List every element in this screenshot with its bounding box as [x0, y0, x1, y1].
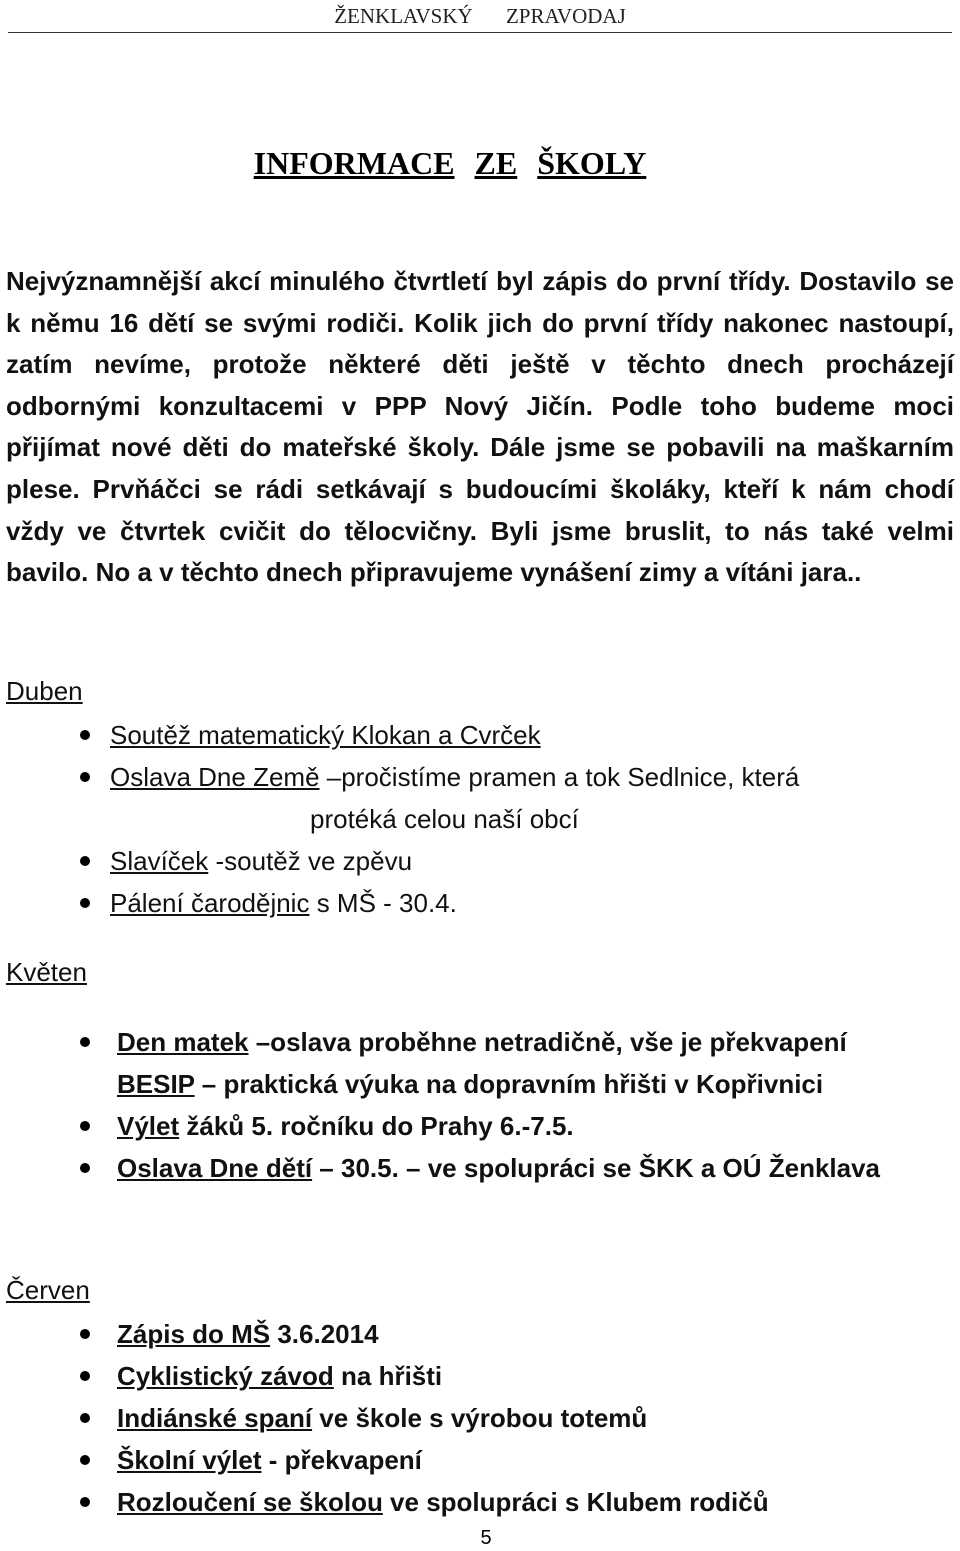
item-title: Cyklistický závod — [117, 1361, 334, 1391]
list-item — [117, 1355, 957, 1397]
list-item — [117, 1105, 957, 1147]
item-text: na hřišti — [333, 1361, 443, 1391]
item-continuation: protéká celou naší obcí — [310, 804, 579, 834]
list-item — [117, 1313, 957, 1355]
list-item — [110, 756, 950, 840]
item-subline — [117, 1063, 957, 1105]
intro-paragraph: Nejvýznamnější akcí minulého čtvrtletí byl zápis do první třídy. Dostavilo se k němu 16 dětí se svými rodiči. Kolik jich do první třídy nakonec nastoupí, zatím nevíme, protože některé děti ještě v těchto dnech procházejí odbornými konzultacemi v PPP Nový Jičín. Podle toho budeme moci přijímat nové děti do mateřské školy. Dále jsme se pobavili na maškarním plese. Prvňáčci se rádi setkávají s budoucími školáky, kteří k nám chodí vždy ve čtvrtek cvičit do tělocvičny. Byli jsme bruslit, to nás také velmi bavilo. No a v těchto dnech připravujeme vynášení zimy a vítáni jara.. — [6, 266, 954, 588]
item-title: Den matek — [117, 1027, 249, 1057]
item-title: Rozloučení se školou — [117, 1487, 383, 1517]
item-title: Pálení čarodějnic — [110, 888, 310, 918]
list-item — [117, 1439, 957, 1481]
item-text: -soutěž ve zpěvu — [208, 846, 413, 876]
title-part-3: ŠKOLY — [537, 145, 647, 181]
item-subline-title: BESIP — [117, 1069, 195, 1099]
item-subline-text: – praktická výuka na dopravním hřišti v Kopřivnici — [194, 1069, 824, 1099]
item-title: Výlet — [117, 1111, 180, 1141]
month-heading-cerven: Červen — [6, 1275, 90, 1305]
item-title: Zápis do MŠ — [117, 1319, 271, 1349]
list-item — [117, 1397, 957, 1439]
list-item — [117, 1147, 957, 1189]
kveten-list — [117, 1021, 957, 1189]
item-text: ve škole s výrobou totemů — [312, 1403, 648, 1433]
title-part-1: INFORMACE — [253, 145, 455, 181]
item-title: Oslava Dne Země — [110, 762, 320, 792]
item-text: s MŠ - 30.4. — [309, 888, 457, 918]
item-text: – 30.5. – ve spolupráci se ŠKK a OÚ Ženklava — [312, 1153, 881, 1183]
page-title — [0, 140, 900, 186]
title-part-2: ZE — [474, 145, 518, 181]
item-title: Slavíček — [110, 846, 209, 876]
header-right: ZPRAVODAJ — [505, 4, 626, 28]
cerven-list — [117, 1313, 957, 1523]
item-text: žáků 5. ročníku do Prahy 6.-7.5. — [179, 1111, 574, 1141]
item-text: 3.6.2014 — [270, 1319, 379, 1349]
month-heading-kveten: Květen — [6, 957, 87, 987]
item-text: ve spolupráci s Klubem rodičů — [382, 1487, 769, 1517]
list-item — [117, 1021, 957, 1105]
item-text: –oslava proběhne netradičně, vše je překvapení — [248, 1027, 847, 1057]
item-title: Oslava Dne dětí — [117, 1153, 313, 1183]
item-text: –pročistíme pramen a tok Sedlnice, která — [319, 762, 800, 792]
item-text: - překvapení — [261, 1445, 422, 1475]
month-heading-duben: Duben — [6, 676, 83, 706]
item-title: Soutěž matematický Klokan a Cvrček — [110, 720, 541, 750]
header-divider — [8, 32, 952, 33]
page-number: 5 — [480, 1527, 492, 1549]
item-title: Indiánské spaní — [117, 1403, 313, 1433]
duben-list — [110, 714, 950, 924]
list-item — [110, 714, 950, 756]
list-item — [110, 840, 950, 882]
header-left: ŽENKLAVSKÝ — [334, 4, 473, 28]
page-header — [0, 0, 960, 34]
item-title: Školní výlet — [117, 1445, 262, 1475]
list-item — [110, 882, 950, 924]
list-item — [117, 1481, 957, 1523]
